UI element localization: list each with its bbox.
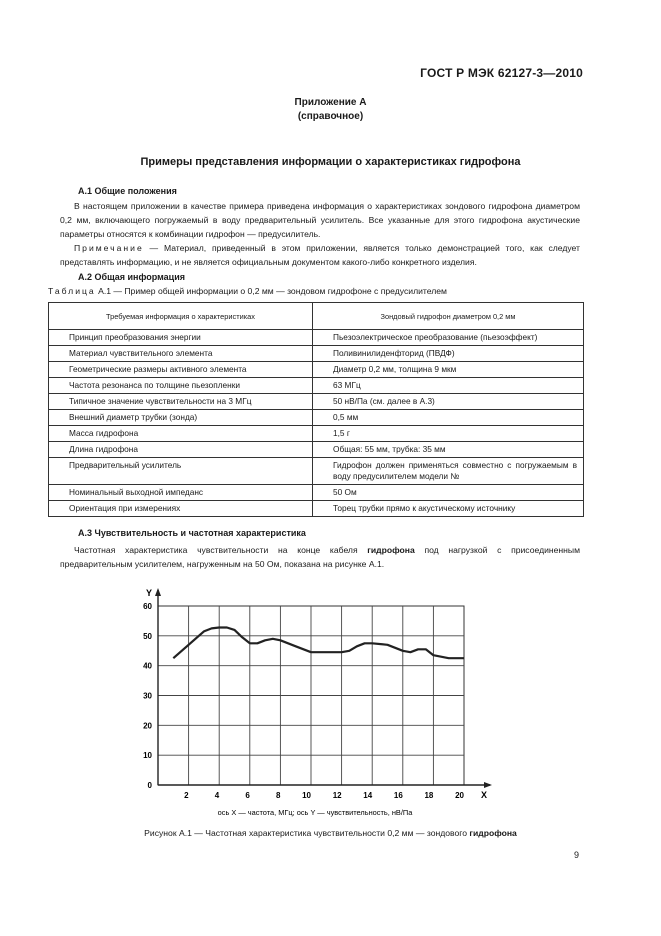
- x-tick-label: 4: [214, 791, 220, 800]
- table-header-cell: Зондовый гидрофон диаметром 0,2 мм: [313, 303, 584, 330]
- section-a3-text-bold: гидрофона: [367, 545, 415, 555]
- table-cell: Геометрические размеры активного элемента: [49, 362, 313, 378]
- table-cell: 0,5 мм: [313, 410, 584, 426]
- main-title: Примеры представления информации о характеристиках гидрофона: [140, 156, 521, 168]
- table-cell: 1,5 г: [313, 426, 584, 442]
- table-row: [49, 442, 584, 458]
- y-tick-label: 10: [143, 751, 152, 761]
- x-tick-label: 14: [363, 791, 373, 800]
- x-tick-label: 16: [393, 791, 403, 800]
- y-axis-arrow: [155, 588, 161, 596]
- table-cell: Диаметр 0,2 мм, толщина 9 мкм: [313, 362, 584, 378]
- section-a3-heading: А.3 Чувствительность и частотная характеристика: [78, 528, 306, 538]
- x-tick-label: 20: [455, 791, 464, 800]
- table-cell: Частота резонанса по толщине пьезопленки: [49, 378, 313, 394]
- x-tick-label: 2: [184, 791, 189, 800]
- x-tick-label: 8: [275, 791, 281, 800]
- table-row: [49, 410, 584, 426]
- figure-caption-text: Рисунок А.1 — Частотная характеристика чувствительности 0,2 мм — зондового: [144, 828, 470, 838]
- y-tick-label: 40: [143, 661, 152, 671]
- section-a2-heading: А.2 Общая информация: [78, 272, 185, 282]
- table-row: [49, 330, 584, 346]
- x-tick-label: 18: [424, 791, 434, 800]
- section-a1-note: [60, 241, 580, 269]
- table-label: Таблица: [48, 286, 96, 296]
- note-label: Примечание: [74, 243, 144, 253]
- table-cell: Гидрофон должен применяться совместно с погружаемым в воду предусилителем модели №: [313, 458, 584, 485]
- table-row: [49, 426, 584, 442]
- table-row: [49, 394, 584, 410]
- sensitivity-curve: [173, 628, 464, 659]
- x-tick-label: 10: [302, 791, 311, 800]
- table-row: [49, 362, 584, 378]
- table-cell: Поливинилиденфторид (ПВДФ): [313, 346, 584, 362]
- y-tick-label: 60: [143, 602, 152, 611]
- table-cell: 50 Ом: [313, 485, 584, 501]
- x-axis-name: X: [481, 790, 488, 800]
- table-row: [49, 501, 584, 517]
- y-tick-label: 50: [143, 631, 152, 641]
- x-tick-label: 12: [332, 791, 342, 800]
- table-cell: 50 нВ/Па (см. далее в А.3): [313, 394, 584, 410]
- info-table: [48, 302, 584, 517]
- chart-axes: [146, 588, 492, 800]
- table-row: [49, 378, 584, 394]
- table-cell: Типичное значение чувствительности на 3 МГц: [49, 394, 313, 410]
- section-a1-text: В настоящем приложении в качестве примера приведена информация о характеристиках зондового гидрофона диаметром 0,2 мм, включающего погружаемый в воду предварительный усилитель. Все указанные для этого гидрофона акустические параметры относятся к комбинации гидрофон — предусилитель.: [60, 201, 580, 239]
- table-header-row: [49, 303, 584, 330]
- x-axis-arrow: [484, 782, 492, 788]
- table-cell: 63 МГц: [313, 378, 584, 394]
- table-header-cell: Требуемая информация о характеристиках: [49, 303, 313, 330]
- table-row: [49, 485, 584, 501]
- table-cell: Номинальный выходной импеданс: [49, 485, 313, 501]
- appendix-subtitle: (справочное): [297, 111, 364, 122]
- section-a3-text-1: Частотная характеристика чувствительности на конце кабеля: [74, 545, 368, 555]
- table-cell: Торец трубки прямо к акустическому источнику: [313, 501, 584, 517]
- table-cell: Внешний диаметр трубки (зонда): [49, 410, 313, 426]
- page-number: 9: [573, 850, 579, 860]
- section-a1-paragraph: [60, 199, 580, 241]
- section-a3-text-2: под нагрузкой с присоединенным предварительным усилителем, нагруженным на 50 Ом, показана на рисунке А.1.: [60, 545, 580, 569]
- table-row: [49, 346, 584, 362]
- note-text: — Материал, приведенный в этом приложении, является только демонстрацией того, как следует представлять информацию, и не является официальным документом какого-либо конкретного изделия.: [60, 243, 580, 267]
- axis-note: ось X — частота, МГц; ось Y — чувствительность, нВ/Па: [217, 808, 413, 817]
- document-header: ГОСТ Р МЭК 62127-3—2010: [420, 66, 583, 80]
- y-tick-label: 30: [143, 691, 152, 701]
- table-cell: Принцип преобразования энергии: [49, 330, 313, 346]
- table-cell: Длина гидрофона: [49, 442, 313, 458]
- table-cell: Материал чувствительного элемента: [49, 346, 313, 362]
- x-tick-label: 6: [245, 791, 250, 800]
- table-caption-text: А.1 — Пример общей информации о 0,2 мм — зондовом гидрофоне с предусилителем: [95, 286, 447, 296]
- table-cell: Масса гидрофона: [49, 426, 313, 442]
- table-cell: Общая: 55 мм, трубка: 35 мм: [313, 442, 584, 458]
- y-tick-label: 20: [143, 721, 152, 731]
- section-a1-heading: А.1 Общие положения: [78, 186, 177, 196]
- table-cell: Ориентация при измерениях: [49, 501, 313, 517]
- appendix-title: Приложение А: [294, 97, 367, 108]
- appendix-heading: [0, 96, 661, 124]
- x-tick-labels: [184, 791, 464, 800]
- y-tick-label: 0: [147, 781, 152, 790]
- section-a3-paragraph: [60, 543, 580, 571]
- figure-caption: [0, 828, 661, 838]
- table-cell: Пьезоэлектрическое преобразование (пьезоэффект): [313, 330, 584, 346]
- figure-caption-bold: гидрофона: [469, 828, 517, 838]
- y-tick-labels: [143, 602, 152, 790]
- table-row: [49, 458, 584, 485]
- y-axis-name: Y: [146, 588, 153, 598]
- table-cell: Предварительный усилитель: [49, 458, 313, 485]
- table-caption: [48, 286, 447, 296]
- sensitivity-chart: [0, 575, 661, 825]
